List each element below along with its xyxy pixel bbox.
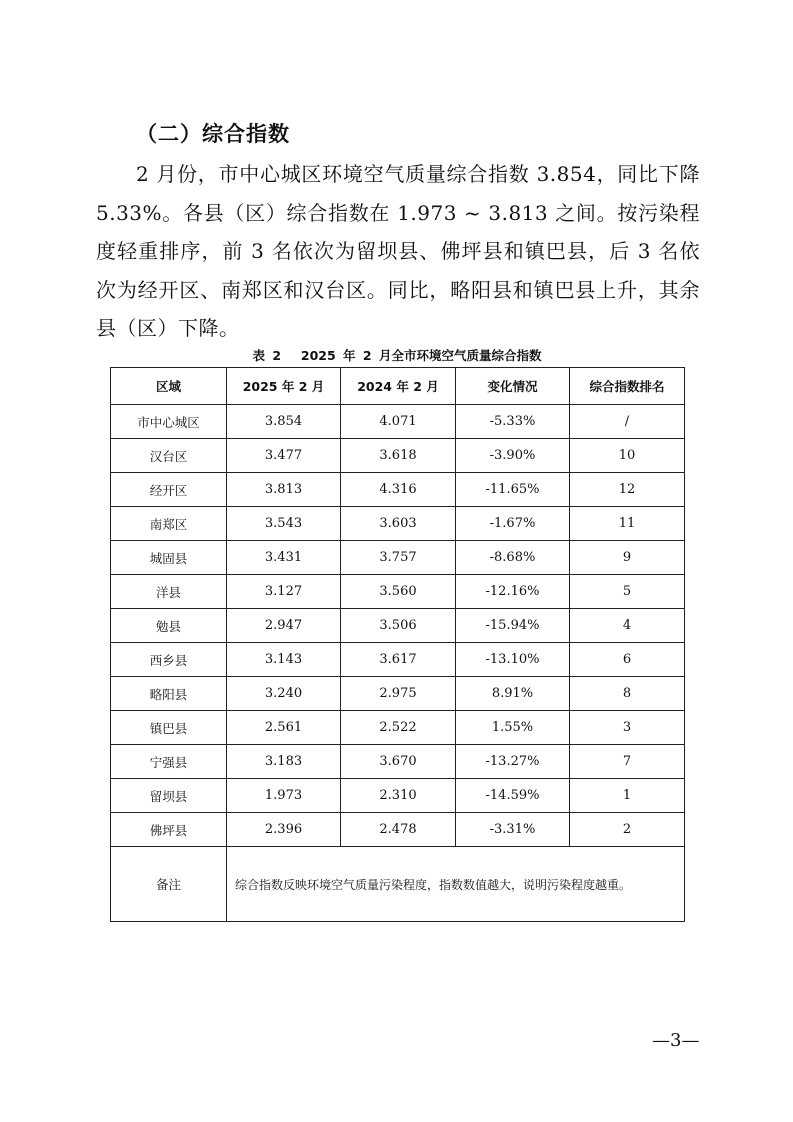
- cell-2024-value: 2.310: [341, 779, 456, 813]
- cell-change: -1.67%: [456, 507, 570, 541]
- table-row: [111, 507, 685, 541]
- cell-2024-value: 2.522: [341, 711, 456, 745]
- header-region: 区域: [111, 368, 227, 405]
- cell-change: -11.65%: [456, 473, 570, 507]
- table-row: [111, 439, 685, 473]
- cell-2025-value: 3.127: [227, 575, 341, 609]
- cell-2025-value: 3.543: [227, 507, 341, 541]
- table-row: [111, 711, 685, 745]
- cell-2024-value: 3.618: [341, 439, 456, 473]
- cell-rank: 6: [570, 643, 685, 677]
- cell-2024-value: 4.316: [341, 473, 456, 507]
- cell-region: 略阳县: [111, 677, 227, 711]
- cell-2025-value: 2.947: [227, 609, 341, 643]
- cell-rank: 4: [570, 609, 685, 643]
- cell-2025-value: 1.973: [227, 779, 341, 813]
- table-row: [111, 813, 685, 847]
- cell-change: -5.33%: [456, 405, 570, 439]
- cell-region: 留坝县: [111, 779, 227, 813]
- cell-change: -14.59%: [456, 779, 570, 813]
- cell-change: -15.94%: [456, 609, 570, 643]
- cell-change: -13.10%: [456, 643, 570, 677]
- table-row: [111, 779, 685, 813]
- cell-2025-value: 2.561: [227, 711, 341, 745]
- cell-region: 西乡县: [111, 643, 227, 677]
- cell-region: 佛坪县: [111, 813, 227, 847]
- cell-2024-value: 2.975: [341, 677, 456, 711]
- cell-change: -12.16%: [456, 575, 570, 609]
- cell-rank: 10: [570, 439, 685, 473]
- cell-rank: /: [570, 405, 685, 439]
- cell-2025-value: 3.431: [227, 541, 341, 575]
- cell-rank: 7: [570, 745, 685, 779]
- cell-2025-value: 3.477: [227, 439, 341, 473]
- cell-region: 城固县: [111, 541, 227, 575]
- cell-2025-value: 3.813: [227, 473, 341, 507]
- paragraph-text: 2 月份，市中心城区环境空气质量综合指数 3.854，同比下降 5.33%。各县（区）综合指数在 1.973 ~ 3.813 之间。按污染程度轻重排序，前 3 名依次为留坝县、佛坪县和镇巴县，后 3 名依次为经开区、南郑区和汉台区。同比，略阳县和镇巴县上升，其余县（区）下降。: [96, 162, 700, 340]
- table-caption: 表 2 2025 年 2 月全市环境空气质量综合指数: [252, 348, 542, 363]
- cell-2024-value: 3.603: [341, 507, 456, 541]
- air-quality-index-table: [110, 367, 685, 922]
- table-row: [111, 575, 685, 609]
- cell-2024-value: 4.071: [341, 405, 456, 439]
- cell-region: 市中心城区: [111, 405, 227, 439]
- cell-change: -3.31%: [456, 813, 570, 847]
- cell-change: 1.55%: [456, 711, 570, 745]
- section-title: （二）综合指数: [136, 122, 290, 146]
- cell-2024-value: 3.617: [341, 643, 456, 677]
- table-header-row: [111, 368, 685, 405]
- cell-rank: 8: [570, 677, 685, 711]
- cell-change: 8.91%: [456, 677, 570, 711]
- note-row: [111, 847, 685, 922]
- cell-2025-value: 3.240: [227, 677, 341, 711]
- table-row: [111, 405, 685, 439]
- cell-change: -13.27%: [456, 745, 570, 779]
- cell-rank: 9: [570, 541, 685, 575]
- cell-region: 镇巴县: [111, 711, 227, 745]
- table-row: [111, 541, 685, 575]
- cell-region: 汉台区: [111, 439, 227, 473]
- table-body: [111, 405, 685, 847]
- page-number: —3—: [652, 1030, 700, 1051]
- cell-rank: 2: [570, 813, 685, 847]
- note-label: 备注: [111, 847, 227, 922]
- cell-rank: 5: [570, 575, 685, 609]
- cell-region: 宁强县: [111, 745, 227, 779]
- header-2024-feb: 2024 年 2 月: [341, 368, 456, 405]
- cell-2025-value: 3.854: [227, 405, 341, 439]
- header-change: 变化情况: [456, 368, 570, 405]
- note-text: 综合指数反映环境空气质量污染程度，指数数值越大，说明污染程度越重。: [227, 847, 685, 922]
- cell-2024-value: 2.478: [341, 813, 456, 847]
- cell-change: -3.90%: [456, 439, 570, 473]
- table-row: [111, 745, 685, 779]
- cell-region: 经开区: [111, 473, 227, 507]
- cell-rank: 1: [570, 779, 685, 813]
- cell-2024-value: 3.506: [341, 609, 456, 643]
- table-row: [111, 473, 685, 507]
- table-row: [111, 677, 685, 711]
- table-row: [111, 643, 685, 677]
- cell-region: 勉县: [111, 609, 227, 643]
- cell-2025-value: 3.143: [227, 643, 341, 677]
- cell-2024-value: 3.757: [341, 541, 456, 575]
- cell-2025-value: 3.183: [227, 745, 341, 779]
- cell-2024-value: 3.670: [341, 745, 456, 779]
- cell-region: 洋县: [111, 575, 227, 609]
- cell-2025-value: 2.396: [227, 813, 341, 847]
- cell-2024-value: 3.560: [341, 575, 456, 609]
- cell-region: 南郑区: [111, 507, 227, 541]
- table-row: [111, 609, 685, 643]
- cell-rank: 11: [570, 507, 685, 541]
- header-2025-feb: 2025 年 2 月: [227, 368, 341, 405]
- cell-rank: 3: [570, 711, 685, 745]
- cell-change: -8.68%: [456, 541, 570, 575]
- header-rank: 综合指数排名: [570, 368, 685, 405]
- cell-rank: 12: [570, 473, 685, 507]
- body-paragraph: [96, 155, 700, 348]
